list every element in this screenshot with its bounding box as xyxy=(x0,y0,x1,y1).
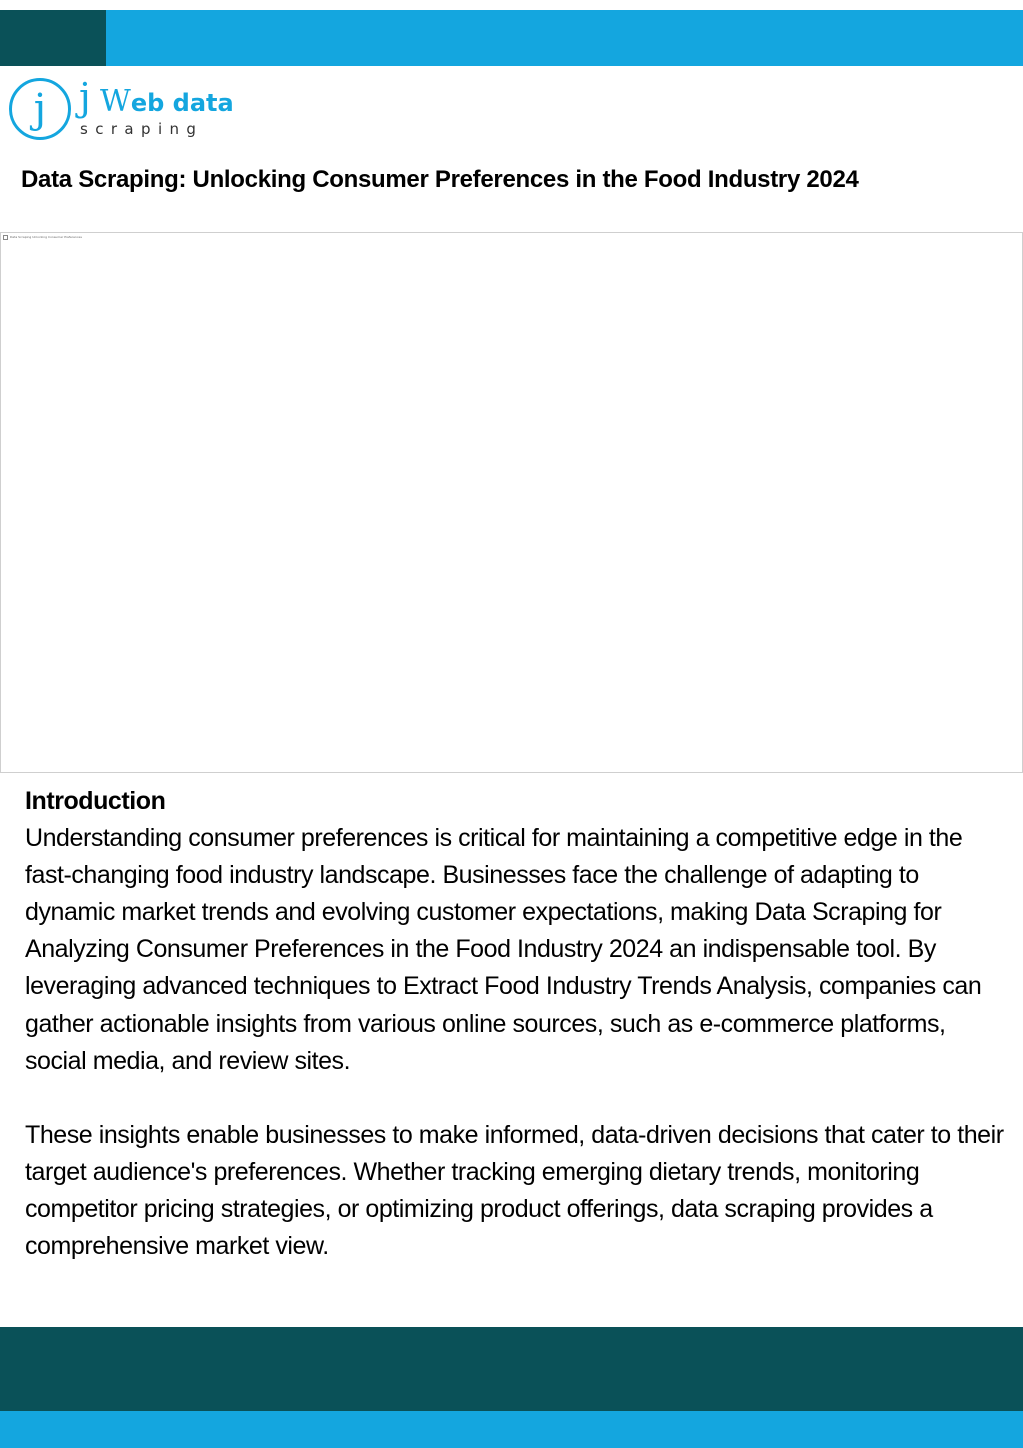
section-heading: Introduction xyxy=(25,787,166,815)
broken-image-icon xyxy=(3,235,8,240)
hero-image-placeholder xyxy=(0,232,1023,773)
footer-band-dark xyxy=(0,1327,1023,1411)
brand-logo xyxy=(9,75,234,146)
logo-w: W xyxy=(100,84,131,119)
footer-band-light xyxy=(0,1411,1023,1448)
logo-letter: j xyxy=(33,86,47,132)
article-body xyxy=(25,783,1005,1265)
image-alt-text: Data Scraping Unlocking Consumer Preferences xyxy=(10,235,82,239)
paragraph-1: Understanding consumer preferences is critical for maintaining a competitive edge in the fast-changing food industry landscape. Businesses face the challenge of adapting to dynamic market trends and evolving customer expectations, making Data Scraping for Analyzing Consumer Preferences in the Food Industry 2024 an indispensable tool. By leveraging advanced techniques to Extract Food Industry Trends Analysis, companies can gather actionable insights from various online sources, such as e-commerce platforms, social media, and review sites. xyxy=(25,824,982,1075)
logo-circle-icon xyxy=(9,78,71,140)
document-title: Data Scraping: Unlocking Consumer Preferences in the Food Industry 2024 xyxy=(21,166,859,193)
paragraph-spacer xyxy=(25,1080,1005,1117)
header-accent-block xyxy=(0,10,106,66)
logo-subtitle: scraping xyxy=(80,120,204,138)
logo-word-rest: eb data xyxy=(130,89,234,117)
logo-wordmark xyxy=(100,84,234,119)
paragraph-2: These insights enable businesses to make informed, data-driven decisions that cater to their target audience's preferences. Whether tracking emerging dietary trends, monitoring competitor pricing strategies, or optimizing product offerings, data scraping provides a comprehensive market view. xyxy=(25,1120,1004,1261)
logo-j: j xyxy=(79,75,91,119)
header-band xyxy=(0,10,1023,66)
